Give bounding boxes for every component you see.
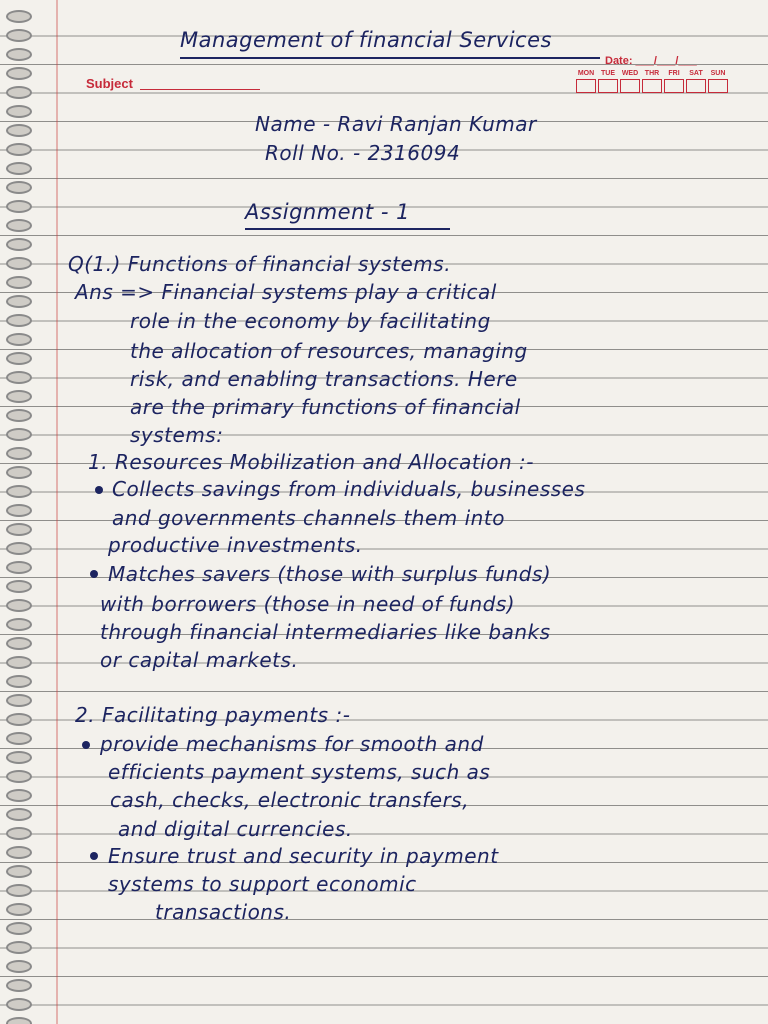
answer-line: and governments channels them into — [112, 506, 505, 530]
answer-line: Ans => Financial systems play a critical — [75, 280, 497, 304]
binding-ring — [6, 200, 32, 213]
student-name: Name - Ravi Ranjan Kumar — [255, 112, 537, 136]
section-heading: 2. Facilitating payments :- — [75, 703, 351, 727]
binding-ring — [6, 86, 32, 99]
binding-ring — [6, 10, 32, 23]
weekday-checkbox — [708, 79, 728, 93]
binding-ring — [6, 770, 32, 783]
binding-ring — [6, 903, 32, 916]
binding-ring — [6, 504, 32, 517]
binding-ring — [6, 618, 32, 631]
answer-line: are the primary functions of financial — [130, 395, 521, 419]
binding-ring — [6, 922, 32, 935]
assignment-title: Assignment - 1 — [245, 200, 410, 224]
weekday-label: THR — [644, 70, 660, 77]
binding-ring — [6, 675, 32, 688]
date-label: Date: ___/___/___ — [605, 55, 697, 67]
weekday-checkbox — [620, 79, 640, 93]
binding-ring — [6, 181, 32, 194]
binding-ring — [6, 846, 32, 859]
binding-ring — [6, 580, 32, 593]
answer-line: systems to support economic — [108, 872, 417, 896]
binding-ring — [6, 333, 32, 346]
weekday-checkbox — [642, 79, 662, 93]
binding-ring — [6, 105, 32, 118]
binding-ring — [6, 599, 32, 612]
bullet-point — [82, 741, 90, 749]
binding-ring — [6, 352, 32, 365]
binding-ring — [6, 276, 32, 289]
roll-number: Roll No. - 2316094 — [265, 141, 461, 165]
answer-line: through financial intermediaries like banks — [100, 620, 551, 644]
weekday-checkbox — [664, 79, 684, 93]
subject-line — [140, 89, 260, 90]
answer-line: efficients payment systems, such as — [108, 760, 491, 784]
binding-ring — [6, 998, 32, 1011]
weekday-label: SUN — [710, 70, 726, 77]
margin-line — [56, 0, 58, 1024]
binding-ring — [6, 827, 32, 840]
spiral-binding — [0, 0, 40, 1024]
answer-line: role in the economy by facilitating — [130, 309, 491, 333]
answer-line: with borrowers (those in need of funds) — [100, 592, 516, 616]
answer-line: Matches savers (those with surplus funds) — [108, 562, 552, 586]
binding-ring — [6, 751, 32, 764]
answer-line: and digital currencies. — [118, 817, 353, 841]
binding-ring — [6, 485, 32, 498]
binding-ring — [6, 409, 32, 422]
binding-ring — [6, 314, 32, 327]
answer-line: cash, checks, electronic transfers, — [110, 788, 470, 812]
weekday-label: SAT — [689, 70, 703, 77]
binding-ring — [6, 808, 32, 821]
binding-ring — [6, 390, 32, 403]
binding-ring — [6, 732, 32, 745]
question-line: Q(1.) Functions of financial systems. — [68, 252, 452, 276]
binding-ring — [6, 143, 32, 156]
binding-ring — [6, 428, 32, 441]
bullet-point — [90, 852, 98, 860]
section-heading: 1. Resources Mobilization and Allocation :- — [88, 450, 534, 474]
answer-line: the allocation of resources, managing — [130, 339, 528, 363]
binding-ring — [6, 656, 32, 669]
binding-ring — [6, 124, 32, 137]
binding-ring — [6, 789, 32, 802]
subject-label: Subject — [86, 76, 133, 91]
binding-ring — [6, 884, 32, 897]
weekday-label: WED — [621, 70, 639, 77]
weekday-checkbox — [598, 79, 618, 93]
answer-line: provide mechanisms for smooth and — [100, 732, 484, 756]
assignment-underline — [245, 228, 450, 230]
binding-ring — [6, 29, 32, 42]
binding-ring — [6, 447, 32, 460]
binding-ring — [6, 219, 32, 232]
binding-ring — [6, 713, 32, 726]
answer-line: Ensure trust and security in payment — [108, 844, 499, 868]
binding-ring — [6, 67, 32, 80]
binding-ring — [6, 941, 32, 954]
binding-ring — [6, 561, 32, 574]
page-title: Management of financial Services — [180, 28, 552, 52]
binding-ring — [6, 466, 32, 479]
binding-ring — [6, 257, 32, 270]
binding-ring — [6, 48, 32, 61]
binding-ring — [6, 979, 32, 992]
weekday-checkbox — [576, 79, 596, 93]
bullet-point — [90, 570, 98, 578]
answer-line: productive investments. — [108, 533, 363, 557]
bullet-point — [95, 486, 103, 494]
weekday-label: MON — [577, 70, 595, 77]
binding-ring — [6, 865, 32, 878]
binding-ring — [6, 295, 32, 308]
binding-ring — [6, 162, 32, 175]
weekday-boxes — [576, 79, 728, 93]
weekday-checkbox — [686, 79, 706, 93]
binding-ring — [6, 523, 32, 536]
binding-ring — [6, 238, 32, 251]
binding-ring — [6, 1017, 32, 1024]
binding-ring — [6, 542, 32, 555]
answer-line: systems: — [130, 423, 224, 447]
weekday-labels — [576, 70, 728, 77]
title-underline — [180, 57, 600, 59]
binding-ring — [6, 694, 32, 707]
weekday-label: FRI — [668, 70, 680, 77]
answer-line: risk, and enabling transactions. Here — [130, 367, 518, 391]
binding-ring — [6, 371, 32, 384]
answer-line: transactions. — [155, 900, 292, 924]
answer-line: or capital markets. — [100, 648, 299, 672]
answer-line: Collects savings from individuals, businesses — [112, 477, 586, 501]
weekday-label: TUE — [601, 70, 615, 77]
binding-ring — [6, 960, 32, 973]
binding-ring — [6, 637, 32, 650]
